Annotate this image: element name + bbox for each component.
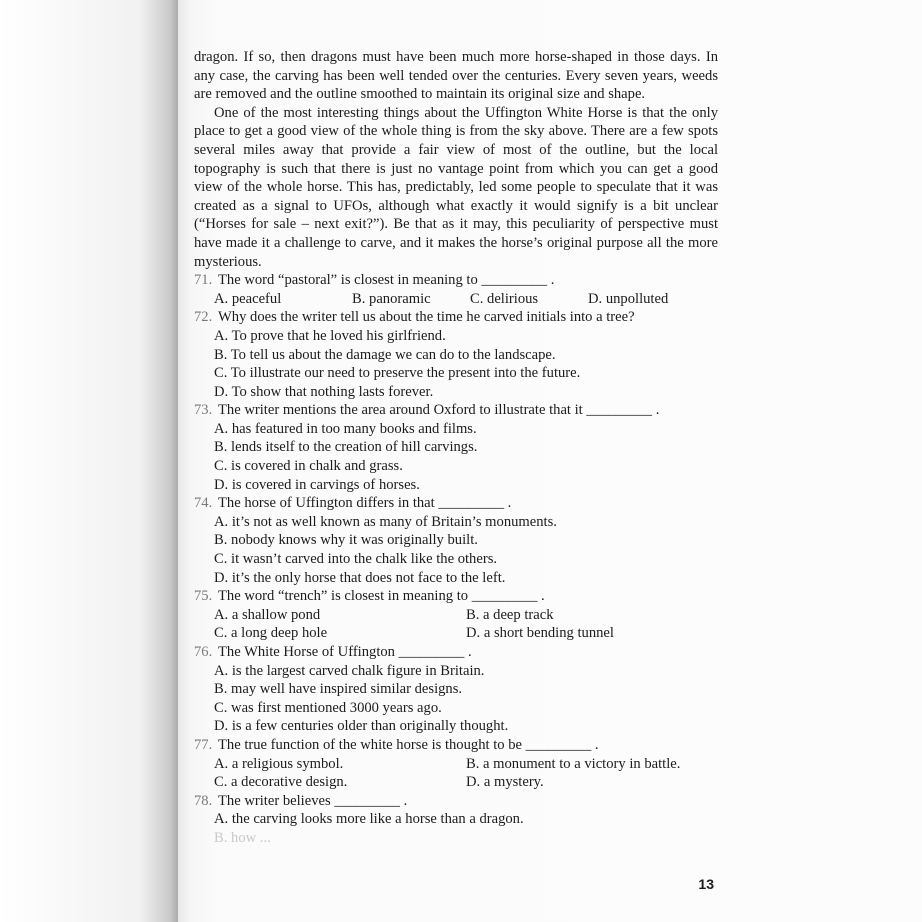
option-b: B. may well have inspired similar designs.	[214, 681, 463, 698]
page-number: 13	[698, 876, 714, 892]
question-number: 72.	[194, 309, 213, 326]
option-a: A. is the largest carved chalk figure in Britain.	[214, 662, 485, 679]
option-d: D. it’s the only horse that does not face to the left.	[214, 569, 506, 586]
option-c: C. a decorative design.	[214, 774, 348, 791]
option-d: D. unpolluted	[588, 290, 669, 307]
question-stem: The White Horse of Uffington _________ .	[218, 644, 472, 660]
option-a: A. peaceful	[214, 290, 282, 307]
question-number: 77.	[194, 736, 213, 753]
question-71	[194, 271, 718, 290]
option-b: B. To tell us about the damage we can do to the landscape.	[214, 346, 556, 363]
paragraph-1: dragon. If so, then dragons must have been much more horse-shaped in those days. In any case, the carving has been well tended over the centuries. Every seven years, weeds are removed and the outline smoothed to maintain its original size and shape.	[194, 49, 718, 103]
option-a: A. has featured in too many books and films.	[214, 420, 477, 437]
option-c: C. a long deep hole	[214, 625, 328, 642]
question-75-options-row-2	[214, 624, 718, 643]
option-c: C. it wasn’t carved into the chalk like the others.	[214, 551, 498, 568]
option-d: D. is covered in carvings of horses.	[214, 476, 420, 493]
question-stem: The true function of the white horse is thought to be _________ .	[218, 736, 599, 753]
question-stem: The word “trench” is closest in meaning to _________ .	[218, 588, 545, 605]
question-number: 73.	[194, 402, 213, 419]
question-74	[194, 494, 718, 513]
question-stem: The word “pastoral” is closest in meaning to _________ .	[218, 272, 555, 289]
reading-passage	[194, 48, 718, 848]
book-spine-shadow	[0, 0, 178, 922]
question-stem: The horse of Uffington differs in that _________ .	[218, 495, 512, 512]
option-d: D. a mystery.	[466, 774, 544, 791]
question-stem: The writer believes _________ .	[218, 792, 408, 809]
option-b: B. nobody knows why it was originally built.	[214, 532, 478, 549]
option-c: C. To illustrate our need to preserve the present into the future.	[214, 365, 581, 382]
question-73	[194, 401, 718, 420]
question-number: 75.	[194, 588, 213, 605]
option-c: C. was first mentioned 3000 years ago.	[214, 699, 442, 716]
option-d: D. a short bending tunnel	[466, 625, 614, 642]
question-number: 74.	[194, 495, 213, 512]
option-d: D. To show that nothing lasts forever.	[214, 383, 434, 400]
question-stem: The writer mentions the area around Oxford to illustrate that it _________ .	[218, 402, 660, 419]
faded-next-line: B. how ...	[214, 829, 271, 846]
option-b: B. lends itself to the creation of hill carvings.	[214, 439, 478, 456]
option-b: B. a deep track	[466, 606, 554, 623]
option-a: A. To prove that he loved his girlfriend.	[214, 327, 446, 344]
option-a: A. a shallow pond	[214, 606, 321, 623]
option-d: D. is a few centuries older than originally thought.	[214, 718, 509, 735]
option-a: A. the carving looks more like a horse than a dragon.	[214, 811, 524, 828]
option-b: B. a monument to a victory in battle.	[466, 755, 681, 772]
question-75-options-row-1	[214, 606, 718, 625]
option-a: A. a religious symbol.	[214, 755, 344, 772]
option-a: A. it’s not as well known as many of Britain’s monuments.	[214, 513, 557, 530]
question-76	[194, 643, 718, 662]
option-c: C. delirious	[470, 290, 539, 307]
question-72	[194, 308, 718, 327]
question-number: 78.	[194, 792, 213, 809]
question-77-options-row-1	[214, 755, 718, 774]
option-c: C. is covered in chalk and grass.	[214, 458, 403, 475]
question-71-options	[214, 290, 718, 309]
question-77-options-row-2	[214, 773, 718, 792]
question-77	[194, 736, 718, 755]
option-b: B. panoramic	[352, 290, 431, 307]
question-number: 76.	[194, 644, 213, 660]
question-number: 71.	[194, 272, 213, 289]
question-75	[194, 587, 718, 606]
question-78	[194, 792, 718, 811]
paragraph-2: One of the most interesting things about the Uffington White Horse is that the only place to get a good view of the whole thing is from the sky above. There are a few spots several miles away that provide a fair view of most of the outline, but the local topography is such that there is just no vantage point from which you can get a good view of the whole horse. This has, predictably, led some people to speculate that it was created as a signal to UFOs, although what exactly it would signify is a bit unclear (“Horses for sale – next exit?”). Be that as it may, this peculiarity of perspective must have made it a challenge to carve, and it makes the horse’s original purpose all the more mysterious.	[194, 104, 718, 270]
question-stem: Why does the writer tell us about the time he carved initials into a tree?	[218, 309, 635, 326]
